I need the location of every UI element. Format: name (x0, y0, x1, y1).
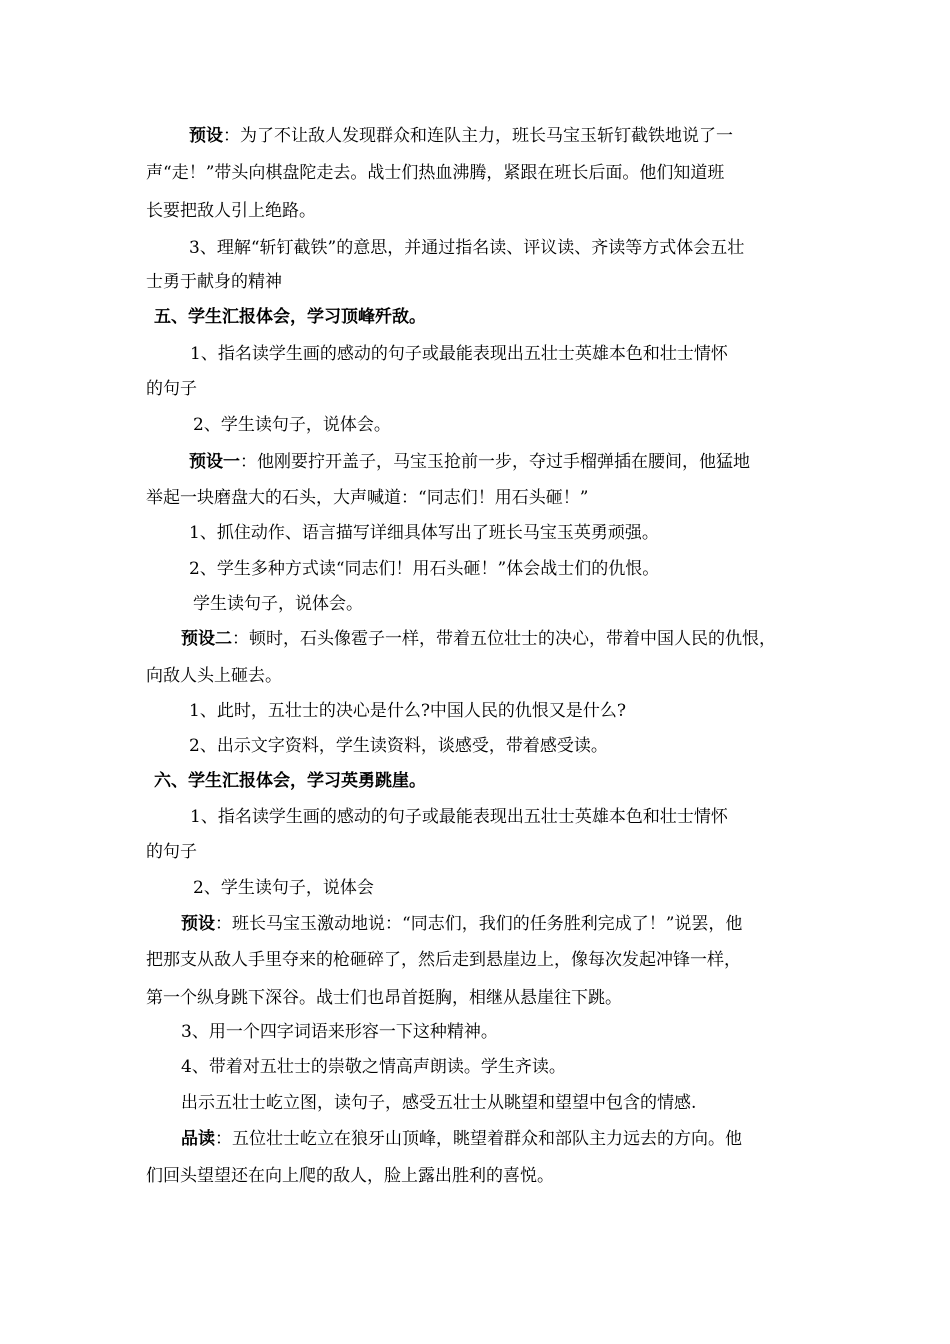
paragraph-line: 1、指名读学生画的感动的句子或最能表现出五壮士英雄本色和壮士情怀 (190, 807, 728, 827)
paragraph-line: 1、指名读学生画的感动的句子或最能表现出五壮士英雄本色和壮士情怀 (190, 344, 728, 364)
section-heading: 六、学生汇报体会，学习英勇跳崖。 (154, 771, 426, 791)
lead-label: 预设 (181, 914, 215, 934)
paragraph-line: 长要把敌人引上绝路。 (146, 201, 316, 221)
paragraph-line: 2、学生读句子，说体会。 (193, 415, 391, 435)
paragraph-line (181, 1127, 742, 1151)
paragraph-line: 学生读句子，说体会。 (193, 594, 363, 614)
paragraph-line: 向敌人头上砸去。 (146, 666, 282, 686)
paragraph-line: 把那支从敌人手里夺来的枪砸碎了，然后走到悬崖边上，像每次发起冲锋一样， (146, 950, 741, 970)
paragraph-line: 3、理解“斩钉截铁”的意思，并通过指名读、评议读、齐读等方式体会五壮 (189, 238, 745, 258)
paragraph-line: 们回头望望还在向上爬的敌人，脸上露出胜利的喜悦。 (146, 1166, 554, 1186)
line-text: ：五位壮士屹立在狼牙山顶峰，眺望着群众和部队主力远去的方向。他 (215, 1129, 742, 1149)
paragraph-line: 3、用一个四字词语来形容一下这种精神。 (181, 1022, 498, 1042)
lead-label: 预设二 (181, 629, 232, 649)
paragraph-line (181, 912, 742, 936)
section-heading: 五、学生汇报体会，学习顶峰歼敌。 (154, 307, 426, 327)
paragraph-line: 的句子 (146, 379, 197, 399)
paragraph-line: 1、抓住动作、语言描写详细具体写出了班长马宝玉英勇顽强。 (189, 523, 659, 543)
paragraph-line: 2、学生多种方式读“同志们！用石头砸！”体会战士们的仇恨。 (189, 559, 660, 579)
paragraph-line (189, 124, 733, 148)
paragraph-line: 出示五壮士屹立图，读句子，感受五壮士从眺望和望望中包含的情感. (181, 1093, 697, 1113)
line-text: ：为了不让敌人发现群众和连队主力，班长马宝玉斩钉截铁地说了一 (223, 126, 733, 146)
paragraph-line: 2、出示文字资料，学生读资料，谈感受，带着感受读。 (189, 736, 608, 756)
paragraph-line: 士勇于献身的精神 (146, 272, 282, 292)
paragraph-line: 第一个纵身跳下深谷。战士们也昂首挺胸，相继从悬崖往下跳。 (146, 988, 622, 1008)
lead-label: 品读 (181, 1129, 215, 1149)
line-text: ：他刚要拧开盖子，马宝玉抢前一步，夺过手榴弹插在腰间，他猛地 (240, 452, 750, 472)
paragraph-line: 举起一块磨盘大的石头，大声喊道：“同志们！用石头砸！” (146, 488, 589, 508)
lead-label: 预设 (189, 126, 223, 146)
lead-label: 预设一 (189, 452, 240, 472)
paragraph-line: 2、学生读句子，说体会 (193, 878, 374, 898)
paragraph-line: 声“走！”带头向棋盘陀走去。战士们热血沸腾，紧跟在班长后面。他们知道班 (146, 163, 725, 183)
paragraph-line: 1、此时，五壮士的决心是什么?中国人民的仇恨又是什么? (189, 701, 627, 721)
paragraph-line (189, 450, 750, 474)
line-text: ：班长马宝玉激动地说：“同志们，我们的任务胜利完成了！”说罢，他 (215, 914, 743, 934)
paragraph-line (181, 627, 776, 651)
line-text: ：顿时，石头像雹子一样，带着五位壮士的决心，带着中国人民的仇恨， (232, 629, 776, 649)
paragraph-line: 4、带着对五壮士的崇敬之情高声朗读。学生齐读。 (181, 1057, 566, 1077)
paragraph-line: 的句子 (146, 842, 197, 862)
